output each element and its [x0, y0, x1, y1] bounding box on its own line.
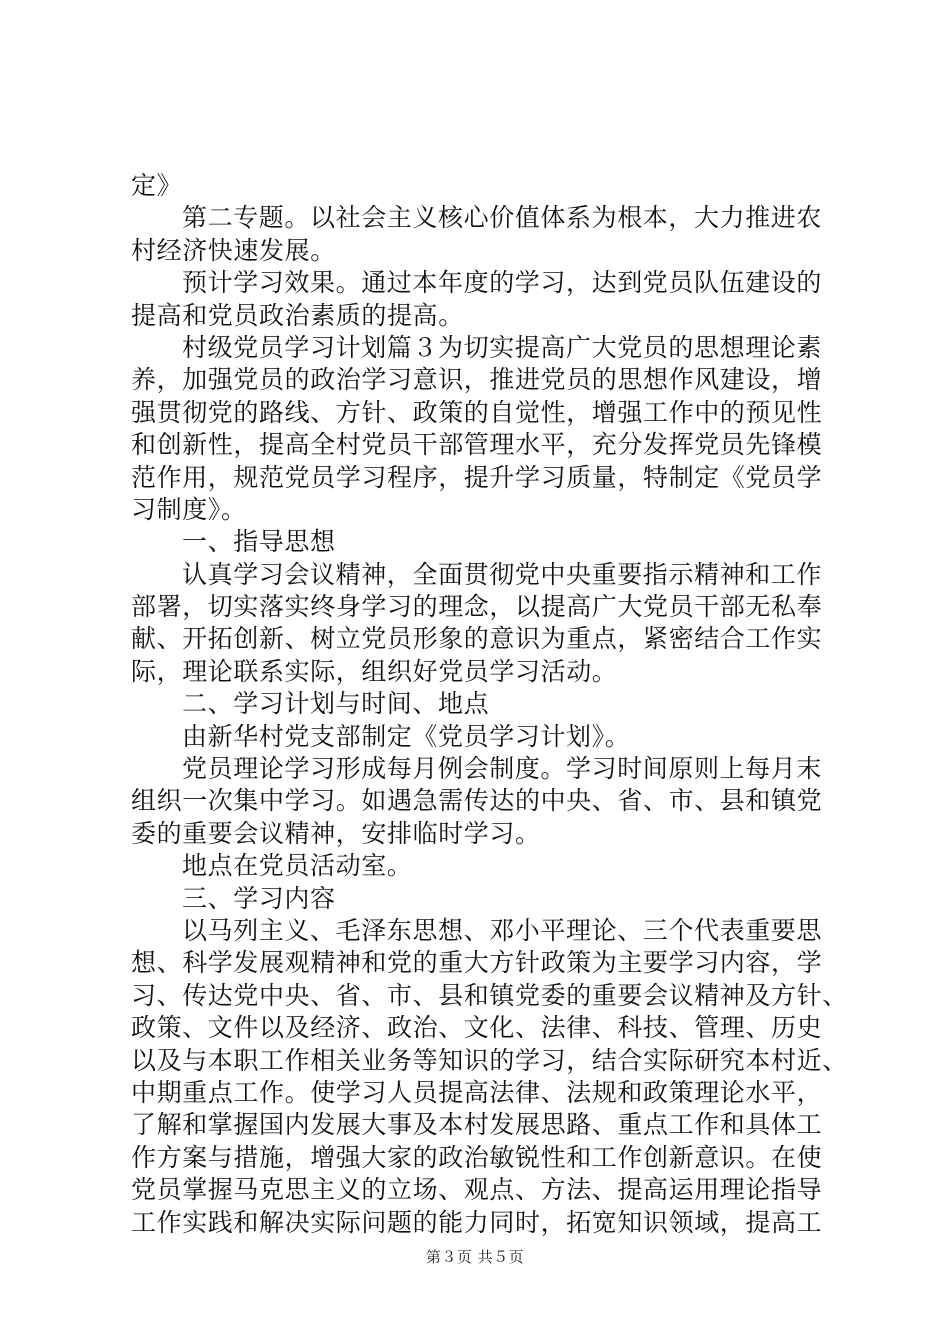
text-line: 中期重点工作。使学习人员提高法律、法规和政策理论水平，	[131, 1077, 823, 1107]
text-line: 提高和党员政治素质的提高。	[131, 300, 464, 330]
text-line: 了解和掌握国内发展大事及本村发展思路、重点工作和具体工	[131, 1110, 823, 1140]
text-line: 养，加强党员的政治学习意识，推进党员的思想作风建设，增	[131, 365, 823, 395]
document-body	[131, 170, 848, 1239]
text-line: 村经济快速发展。	[131, 235, 336, 265]
text-line: 政策、文件以及经济、政治、文化、法律、科技、管理、历史	[131, 1013, 823, 1043]
text-line: 一、指导思想	[182, 527, 336, 557]
text-line: 习、传达党中央、省、市、县和镇党委的重要会议精神及方针、	[131, 980, 848, 1010]
text-line: 定》	[131, 171, 183, 200]
text-line: 党员掌握马克思主义的立场、观点、方法、提高运用理论指导	[131, 1175, 823, 1205]
text-line: 以及与本职工作相关业务等知识的学习，结合实际研究本村近、	[131, 1045, 848, 1075]
page-footer: 第３页 共５页	[425, 1248, 525, 1266]
text-line: 二、学习计划与时间、地点	[182, 689, 490, 719]
text-line: 组织一次集中学习。如遇急需传达的中央、省、市、县和镇党	[131, 786, 823, 816]
text-line: 认真学习会议精神，全面贯彻党中央重要指示精神和工作	[182, 559, 823, 589]
text-line: 由新华村党支部制定《党员学习计划》。	[182, 721, 631, 751]
text-line: 强贯彻党的路线、方针、政策的自觉性，增强工作中的预见性	[131, 397, 823, 427]
text-line: 际，理论联系实际，组织好党员学习活动。	[131, 656, 618, 686]
text-line: 地点在党员活动室。	[182, 851, 413, 881]
text-line: 预计学习效果。通过本年度的学习，达到党员队伍建设的	[182, 268, 823, 298]
text-line: 第二专题。以社会主义核心价值体系为根本，大力推进农	[182, 203, 823, 233]
text-line: 部署，切实落实终身学习的理念，以提高广大党员干部无私奉	[131, 592, 823, 622]
text-line: 作方案与措施，增强大家的政治敏锐性和工作创新意识。在使	[131, 1142, 823, 1172]
text-line: 习制度》。	[131, 494, 247, 524]
text-line: 工作实践和解决实际问题的能力同时，拓宽知识领域，提高工	[131, 1207, 823, 1237]
text-line: 和创新性，提高全村党员干部管理水平，充分发挥党员先锋模	[131, 430, 823, 460]
text-line: 三、学习内容	[182, 883, 336, 913]
text-line: 范作用，规范党员学习程序，提升学习质量，特制定《党员学	[131, 462, 823, 492]
text-line: 村级党员学习计划篇３为切实提高广大党员的思想理论素	[182, 332, 823, 362]
text-line: 想、科学发展观精神和党的重大方针政策为主要学习内容，学	[131, 948, 823, 978]
text-line: 献、开拓创新、树立党员形象的意识为重点，紧密结合工作实	[131, 624, 823, 654]
text-line: 委的重要会议精神，安排临时学习。	[131, 818, 541, 848]
text-line: 党员理论学习形成每月例会制度。学习时间原则上每月末	[182, 754, 823, 784]
text-line: 以马列主义、毛泽东思想、邓小平理论、三个代表重要思	[182, 915, 823, 945]
